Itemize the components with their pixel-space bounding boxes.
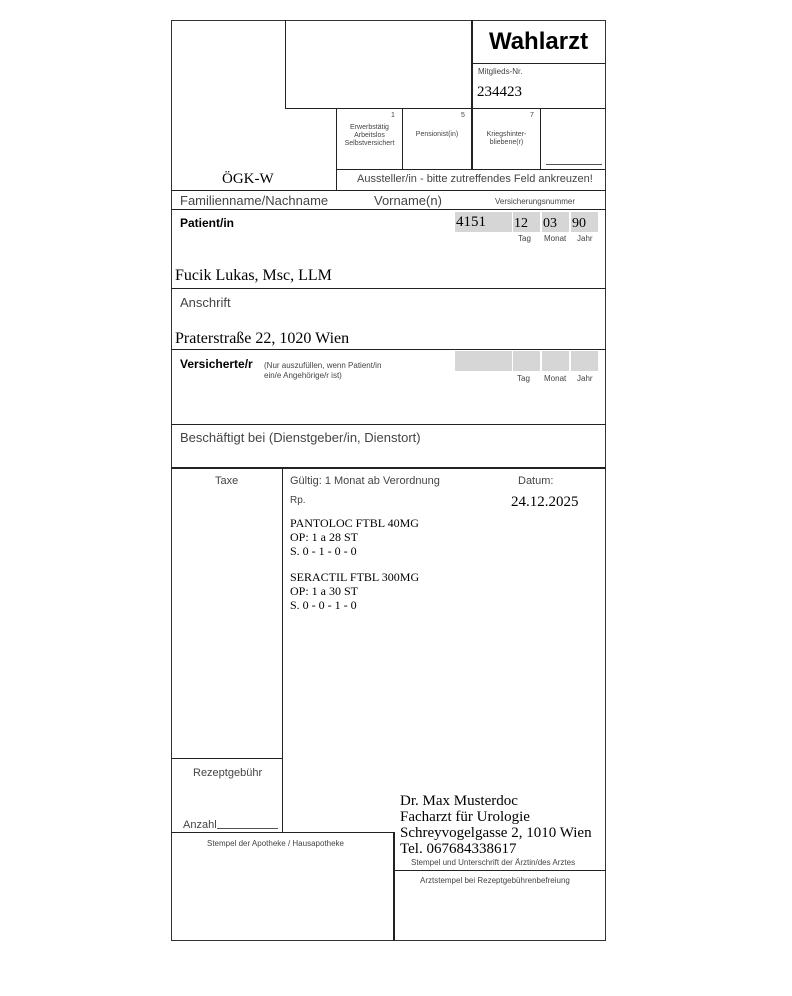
category-1-number: 1 xyxy=(391,112,395,119)
patient-label: Patient/in xyxy=(180,216,235,230)
insured-day-field[interactable] xyxy=(513,351,540,371)
count-label: Anzahl xyxy=(183,819,217,831)
prescription-date[interactable]: 24.12.2025 xyxy=(511,494,579,510)
insured-month-label: Monat xyxy=(544,374,567,383)
doctor-signature-label: Stempel und Unterschrift der Ärztin/des Arztes xyxy=(411,858,576,867)
family-name-label: Familienname/Nachname xyxy=(180,193,329,208)
insured-month-field[interactable] xyxy=(542,351,569,371)
patient-birth-day[interactable]: 12 xyxy=(514,216,528,231)
insurer: ÖGK-W xyxy=(222,171,274,187)
doctor-specialty: Facharzt für Urologie xyxy=(400,809,530,825)
insured-year-label: Jahr xyxy=(577,374,593,383)
doctor-name: Dr. Max Musterdoc xyxy=(400,793,518,809)
medication-dosage: S. 0 - 0 - 1 - 0 xyxy=(290,598,357,612)
rp-label: Rp. xyxy=(290,495,306,506)
validity-label: Gültig: 1 Monat ab Verordnung xyxy=(290,475,440,487)
medication-dosage: S. 0 - 1 - 0 - 0 xyxy=(290,544,357,558)
insured-day-label: Tag xyxy=(517,374,530,383)
patient-year-label: Jahr xyxy=(577,234,593,243)
insured-svnr-field[interactable] xyxy=(455,351,512,371)
patient-birth-month[interactable]: 03 xyxy=(543,216,557,231)
doctor-address: Schreyvogelgasse 2, 1010 Wien xyxy=(400,825,592,841)
patient-svnr[interactable]: 4151 xyxy=(456,214,486,230)
patient-day-label: Tag xyxy=(518,234,531,243)
member-number: 234423 xyxy=(477,84,522,100)
category-5-label[interactable]: Pensionist(in) xyxy=(415,131,459,138)
date-label: Datum: xyxy=(518,475,554,487)
form-title: Wahlarzt xyxy=(488,28,589,55)
medication-amount: OP: 1 a 28 ST xyxy=(290,530,359,544)
exemption-stamp-label: Arztstempel bei Rezeptgebührenbefreiung xyxy=(420,876,570,885)
doctor-phone: Tel. 067684338617 xyxy=(400,841,517,857)
member-number-label: Mitglieds-Nr. xyxy=(478,67,523,76)
aussteller-note: Aussteller/in - bitte zutreffendes Feld ankreuzen! xyxy=(357,173,593,185)
medication-item[interactable] xyxy=(290,570,419,612)
medication-name: SERACTIL FTBL 300MG xyxy=(290,570,420,584)
fee-label: Rezeptgebühr xyxy=(193,767,263,779)
category-7-number: 7 xyxy=(530,112,534,119)
patient-month-label: Monat xyxy=(544,234,567,243)
insured-note: (Nur auszufüllen, wenn Patient/in ein/e Angehörige/r ist) xyxy=(264,361,382,380)
employer-label: Beschäftigt bei (Dienstgeber/in, Dienstort) xyxy=(180,430,421,445)
pharmacy-stamp-label: Stempel der Apotheke / Hausapotheke xyxy=(207,839,344,848)
patient-birth-year[interactable]: 90 xyxy=(572,216,586,231)
category-5-number: 5 xyxy=(461,112,465,119)
medication-name: PANTOLOC FTBL 40MG xyxy=(290,516,419,530)
medication-amount: OP: 1 a 30 ST xyxy=(290,584,359,598)
address-value[interactable]: Praterstraße 22, 1020 Wien xyxy=(175,330,350,347)
category-7-label[interactable]: Kriegshinter- bliebene(r) xyxy=(486,131,527,146)
address-label: Anschrift xyxy=(180,295,231,310)
category-1-label[interactable]: Erwerbstätig Arbeitslos Selbstversichert xyxy=(344,124,395,147)
doctor-stamp xyxy=(400,793,592,857)
insured-label: Versicherte/r xyxy=(180,357,253,371)
insured-year-field[interactable] xyxy=(571,351,598,371)
medication-item[interactable] xyxy=(290,516,419,558)
taxe-label: Taxe xyxy=(215,475,239,487)
given-name-label: Vorname(n) xyxy=(374,193,442,208)
insurance-number-label: Versicherungsnummer xyxy=(495,197,576,206)
patient-name[interactable]: Fucik Lukas, Msc, LLM xyxy=(175,267,332,284)
count-field[interactable] xyxy=(217,828,278,829)
